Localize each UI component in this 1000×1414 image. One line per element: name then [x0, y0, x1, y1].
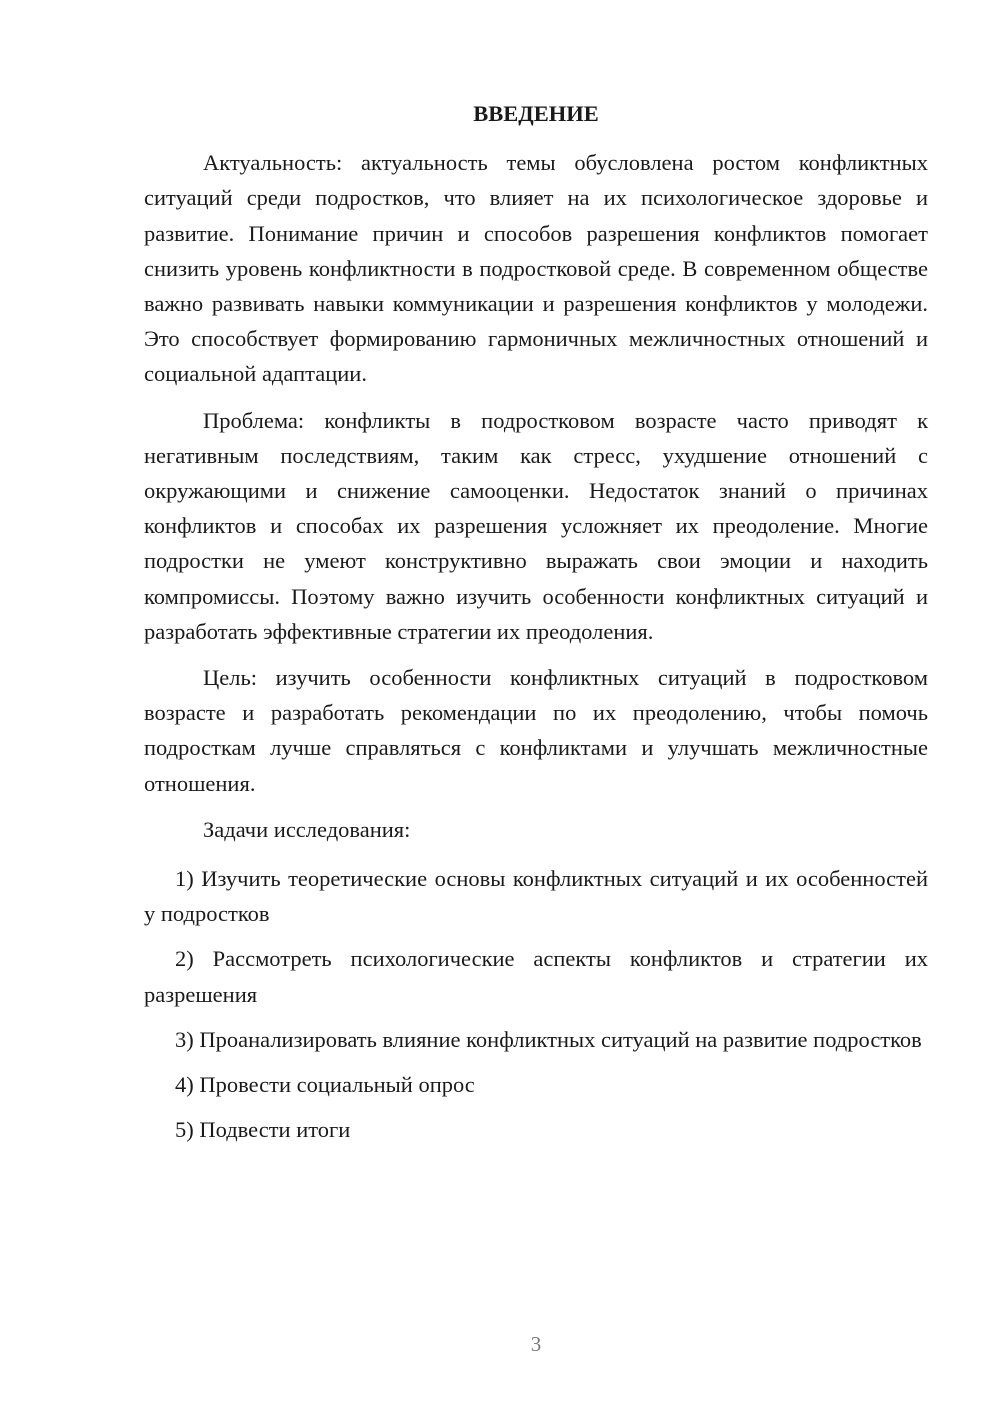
task-item-4: 4) Провести социальный опрос: [175, 1072, 475, 1098]
task-item-3: 3) Проанализировать влияние конфликтных ситуаций на развитие подростков: [175, 1026, 922, 1052]
task-item-5: 5) Подвести итоги: [175, 1117, 351, 1143]
task-item-1: 1) Изучить теоретические основы конфликтных ситуаций и их особенностей у подростков: [144, 866, 928, 927]
page-number: 3: [530, 1332, 542, 1356]
paragraph-relevance: Актуальность: актуальность темы обусловлена ростом конфликтных ситуаций среди подростков, что влияет на их психологическое здоровье и развитие. Понимание причин и способов разрешения конфликтов помогает снизить уровень конфликтности в подростковой среде. В современном обществе важно развивать навыки коммуникации и разрешения конфликтов у молодежи. Это способствует формированию гармоничных межличностных отношений и социальной адаптации.: [144, 150, 928, 387]
task-item-2: 2) Рассмотреть психологические аспекты конфликтов и стратегии их разрешения: [144, 946, 928, 1007]
page-content: [144, 96, 928, 1157]
paragraph-goal: Цель: изучить особенности конфликтных ситуаций в подростковом возрасте и разработать рекомендации по их преодолению, чтобы помочь подросткам лучше справляться с конфликтами и улучшать межличностные отношения.: [144, 665, 928, 796]
section-title: ВВЕДЕНИЕ: [473, 101, 599, 126]
paragraph-problem: Проблема: конфликты в подростковом возрасте часто приводят к негативным последствиям, таким как стресс, ухудшение отношений с окружающими и снижение самооценки. Недостаток знаний о причинах конфликтов и способах их разрешения усложняет их преодоление. Многие подростки не умеют конструктивно выражать свои эмоции и находить компромиссы. Поэтому важно изучить особенности конфликтных ситуаций и разработать эффективные стратегии их преодоления.: [144, 407, 928, 644]
tasks-heading: Задачи исследования:: [203, 816, 411, 842]
